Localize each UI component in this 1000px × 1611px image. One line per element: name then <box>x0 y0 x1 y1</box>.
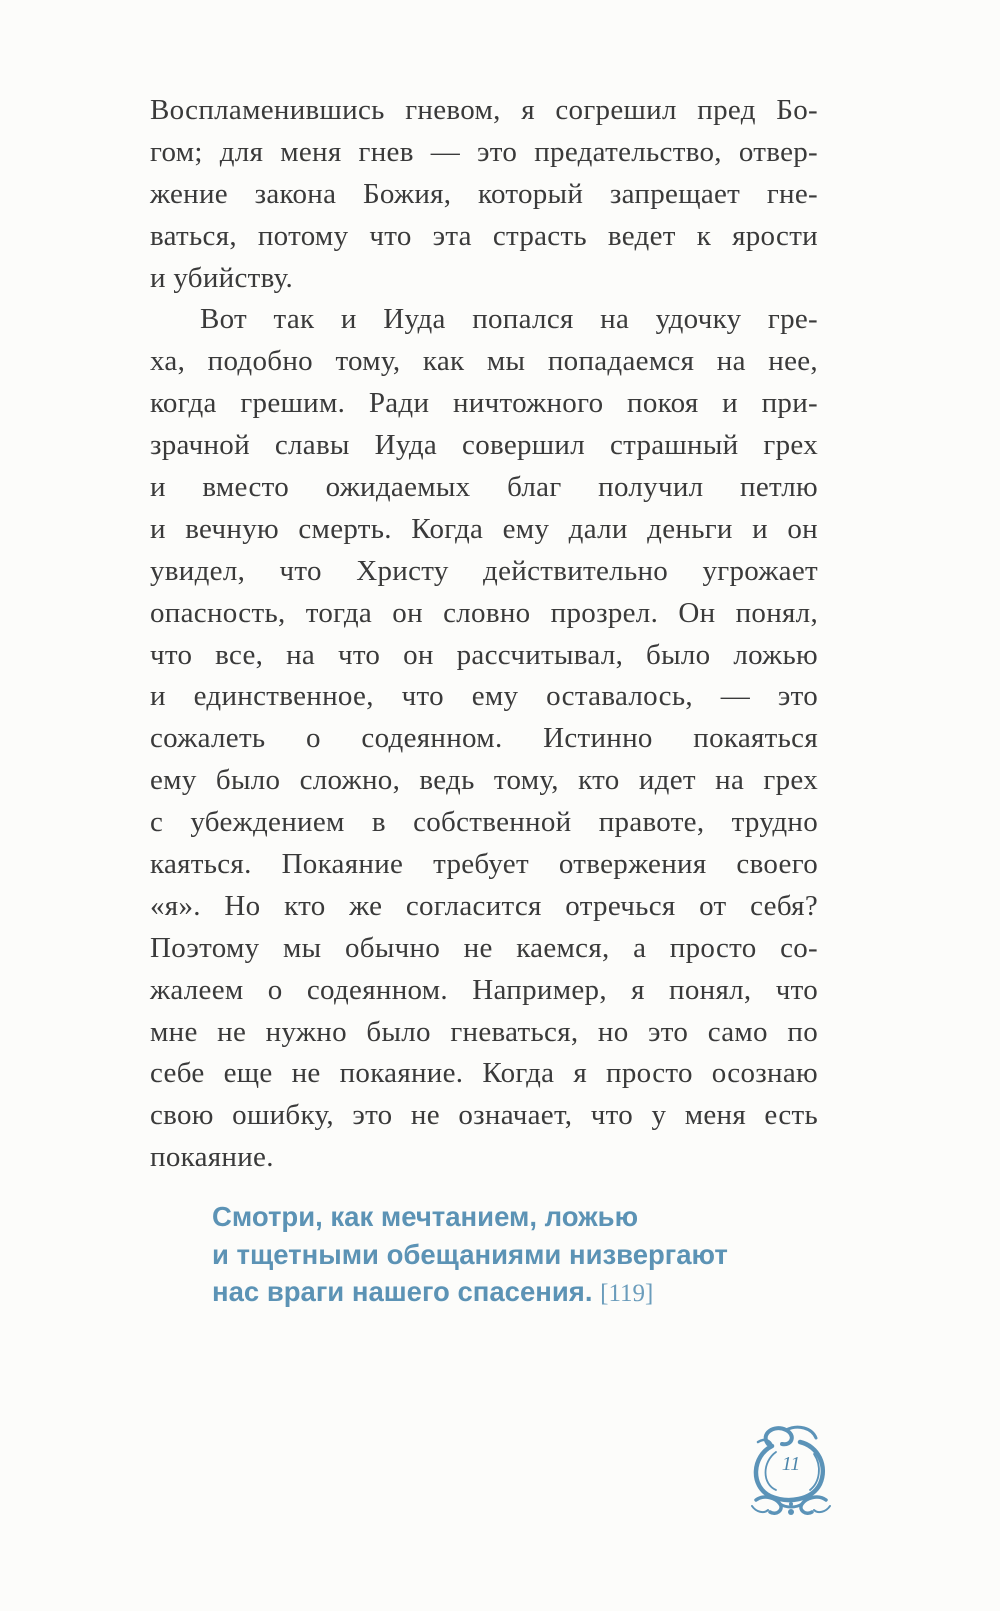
body-line: жалеем о содеянном. Например, я понял, что <box>150 973 818 1006</box>
body-line: ему было сложно, ведь тому, кто идет на грех <box>150 764 818 797</box>
body-line: «я». Но кто же согласится отречься от себя? <box>150 889 818 922</box>
body-line: ваться, потому что эта страсть ведет к ярости <box>150 219 818 252</box>
quote-line: и тщетными обещаниями низвергают <box>212 1238 728 1270</box>
body-line: и вечную смерть. Когда ему дали деньги и он <box>150 512 818 545</box>
body-line: свою ошибку, это не означает, что у меня есть <box>150 1099 818 1132</box>
body-line: ха, подобно тому, как мы попадаемся на нее, <box>150 345 818 378</box>
body-line: что все, на что он рассчитывал, было ложью <box>150 638 818 671</box>
page-number: 11 <box>781 1453 801 1475</box>
body-line: с убеждением в собственной правоте, трудно <box>150 806 818 839</box>
body-line: покаяние. <box>150 1141 274 1174</box>
body-line: каяться. Покаяние требует отвержения своего <box>150 848 818 881</box>
body-line: Воспламенившись гневом, я согрешил пред Бо- <box>150 94 818 126</box>
body-line: и единственное, что ему оставалось, — это <box>150 680 818 713</box>
body-text <box>150 90 818 1179</box>
body-line: жение закона Божия, который запрещает гне- <box>150 177 818 210</box>
body-line: и убийству. <box>150 261 294 294</box>
body-line: и вместо ожидаемых благ получил петлю <box>150 471 818 504</box>
body-line: сожалеть о содеянном. Истинно покаяться <box>150 722 818 755</box>
body-line: себе еще не покаяние. Когда я просто осознаю <box>150 1057 818 1090</box>
body-line: мне не нужно было гневаться, но это само по <box>150 1015 818 1048</box>
body-line: гом; для меня гнев — это предательство, отвер- <box>150 135 818 168</box>
paragraph-first-line: Вот так и Иуда попался на удочку гре- <box>200 303 818 336</box>
quote-line-text: нас враги нашего спасения. <box>212 1276 593 1307</box>
quote-reference: [119] <box>600 1280 654 1307</box>
body-line: Поэтому мы обычно не каемся, а просто со- <box>150 931 818 964</box>
body-line: зрачной славы Иуда совершил страшный грех <box>150 429 818 462</box>
body-line: когда грешим. Ради ничтожного покоя и при- <box>150 387 818 420</box>
body-line: опасность, тогда он словно прозрел. Он понял, <box>150 596 818 629</box>
body-line: увидел, что Христу действительно угрожает <box>150 554 818 587</box>
quote-line: Смотри, как мечтанием, ложью <box>212 1201 639 1232</box>
pull-quote <box>212 1198 812 1313</box>
quote-line-last <box>212 1273 812 1313</box>
